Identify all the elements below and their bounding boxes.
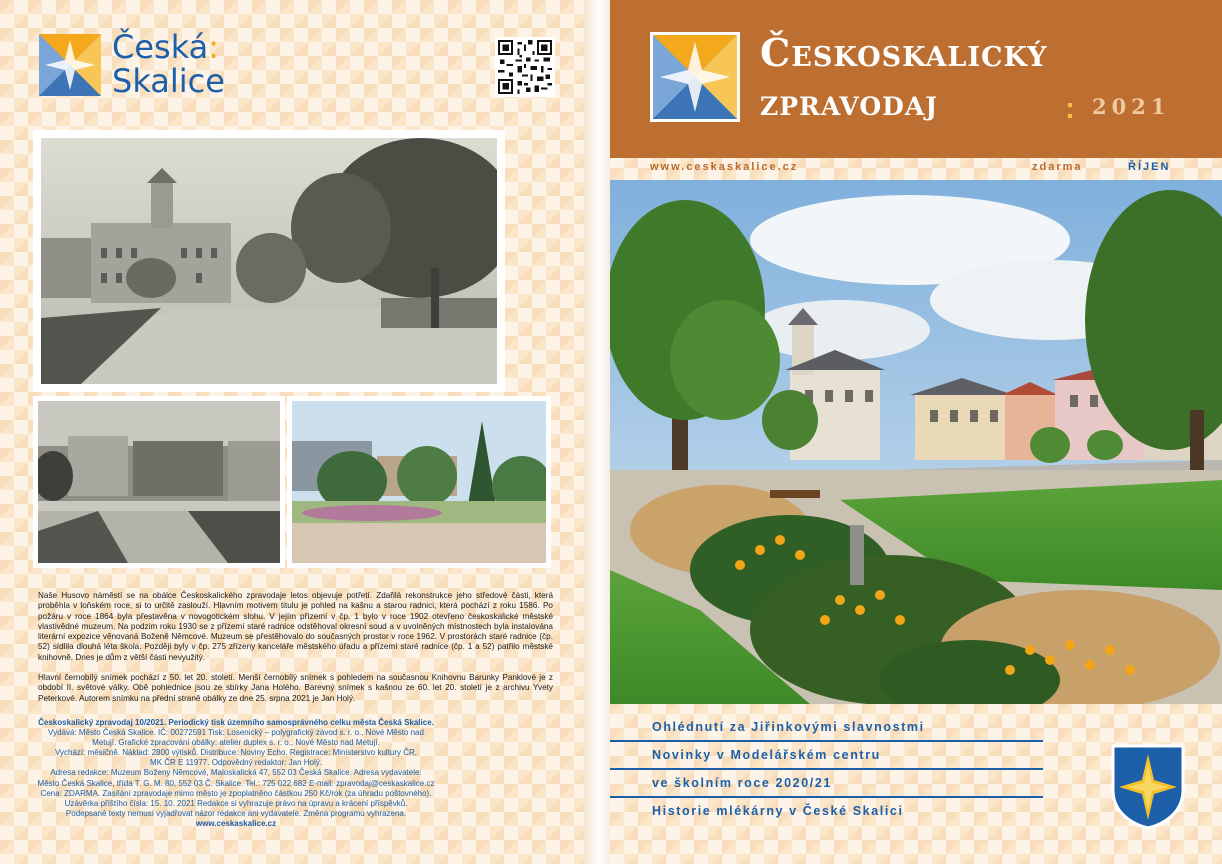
historic-square-image — [41, 138, 497, 384]
price-label: zdarma — [1032, 161, 1083, 173]
qr-code-icon — [495, 37, 555, 97]
caption-paragraph-2: Hlavní černobílý snímek pochází z 50. let 20. století. Menší černobílý snímek s pohledem na současnou Knihovnu Barunky Panklové je z období II. světové války. Obě pohlednice jsou ze sbírky Jana Holého. Barevný snímek s kašnou ze 60. let 20. století je z archivu Yvety Peterkové. Autorem snímku na přední straně obálky ze dne 25. srpna 2021 je Jan Holý. — [38, 673, 553, 703]
imprint-line: Českoskalický zpravodaj 10/2021. Periodický tisk územního samosprávného celku města Česká Skalice. — [38, 718, 434, 727]
historic-square-photo — [33, 130, 505, 392]
toc-item: Ohlédnutí za Jiřinkovými slavnostmi — [610, 714, 1043, 742]
cover-square-photo — [610, 180, 1222, 704]
toc-item: ve školním roce 2020/21 — [610, 770, 1043, 798]
title-colon: : — [1065, 92, 1075, 125]
magazine-title-line-1: Českoskalický — [760, 30, 1048, 75]
issue-year: 2021 — [1092, 94, 1171, 119]
imprint-line: Město Česká Skalice, třída T. G. M. 80, 552 03 Č. Skalice. Tel.: 725 022 682 E-mail: zpravodaj@ceskaskalice.cz — [37, 778, 435, 788]
imprint-line: Vydává: Město Česká Skalice. IČ: 00272591 Tisk: Losenický – polygrafický závod s. r. o., Nové Město nad — [48, 728, 424, 738]
imprint — [36, 718, 436, 829]
imprint-line: MK ČR E 11977. Odpovědný redaktor: Jan Holý. — [150, 758, 322, 768]
cover-photo-caption — [38, 591, 553, 714]
imprint-website: www.ceskaskalice.cz — [195, 818, 277, 828]
info-bar — [610, 158, 1222, 180]
fountain-color-image — [292, 401, 546, 563]
wartime-square-photo — [33, 396, 285, 568]
caption-paragraph-1: Naše Husovo náměstí se na obálce Českoskalického zpravodaje letos objevuje potřetí. Zdařilá rekonstrukce jeho středové části, která proběhla v loňském roce, si to určitě zaslouží. Hlavním motivem titulu je pohled na kašnu a starou radnici, která pochází z roku 1586. Po požáru v roce 1864 byla přestavěna v novogotickém slohu. V jejím přízemí v čp. 1 bylo v roce 1902 otevřeno českoskalické městské vlastivědné muzeum. Na podzim roku 1930 se z přízemí staré radnice odstěhoval okresní soud a v uvolněných místnostech byla instalována literární expozice věnovaná Boženě Němcové. Muzeum se přestěhovalo do současných prostor v roce 1962. V prostorách staré radnice (čp. 52) sídlila dlouhá léta škola. Později byly v čp. 275 zřízeny kanceláře městského úřadu a přízemí staré radnice (čp. 1 a 52) patřilo městské knihovně. Dnes je dům z větší části nevyužitý. — [38, 591, 553, 662]
issue-month: ŘÍJEN — [1128, 161, 1171, 173]
front-cover-page — [610, 0, 1222, 864]
toc-item: Novinky v Modelářském centru — [610, 742, 1043, 770]
masthead — [610, 0, 1222, 158]
imprint-line: Cena: ZDARMA. Zasílání zpravodaje mimo město je zpoplatněno částkou 250 Kč/rok (za úhradu poštovného). Uzávěrka příštího čísla: 15. 10. 2021 Redakce si vyhrazuje právo na úpravu a krácení příspěvků. — [40, 788, 432, 808]
toc-item: Historie mlékárny v České Skalici — [652, 804, 904, 818]
imprint-line: Podepsané texty nemusí vyjadřovat názor redakce ani vydavatele. Změna programu vyhrazena. — [65, 808, 407, 818]
ceska-skalice-logo-icon — [650, 32, 740, 122]
imprint-line: Vychází: měsíčně. Náklad: 2800 výtisků. Distribuce: Noviny Echo. Registrace: Ministerstvo kultury ČR, — [54, 748, 418, 758]
brand-colon: : — [208, 28, 220, 66]
website-link[interactable]: www.ceskaskalice.cz — [650, 161, 799, 173]
brand-line-1: Česká — [112, 28, 209, 66]
magazine-title-line-2: zpravodaj — [760, 82, 939, 124]
coat-of-arms-icon — [1111, 744, 1185, 830]
cover-square-image — [610, 180, 1222, 704]
ceska-skalice-logo-icon — [39, 34, 101, 96]
page-spine — [584, 0, 610, 864]
imprint-line: Metují. Grafické zpracování obálky: atelier duplex s. r. o., Nové Město nad Metují. — [92, 738, 380, 748]
brand-line-2: Skalice — [112, 62, 225, 100]
wartime-square-image — [38, 401, 280, 563]
back-cover-page — [0, 0, 584, 864]
brand-name — [112, 30, 225, 98]
imprint-line: Adresa redakce: Muzeum Boženy Němcové, Maloskalická 47, 552 03 Česká Skalice. Adresa vydavatele: — [50, 768, 422, 778]
fountain-color-photo — [287, 396, 551, 568]
